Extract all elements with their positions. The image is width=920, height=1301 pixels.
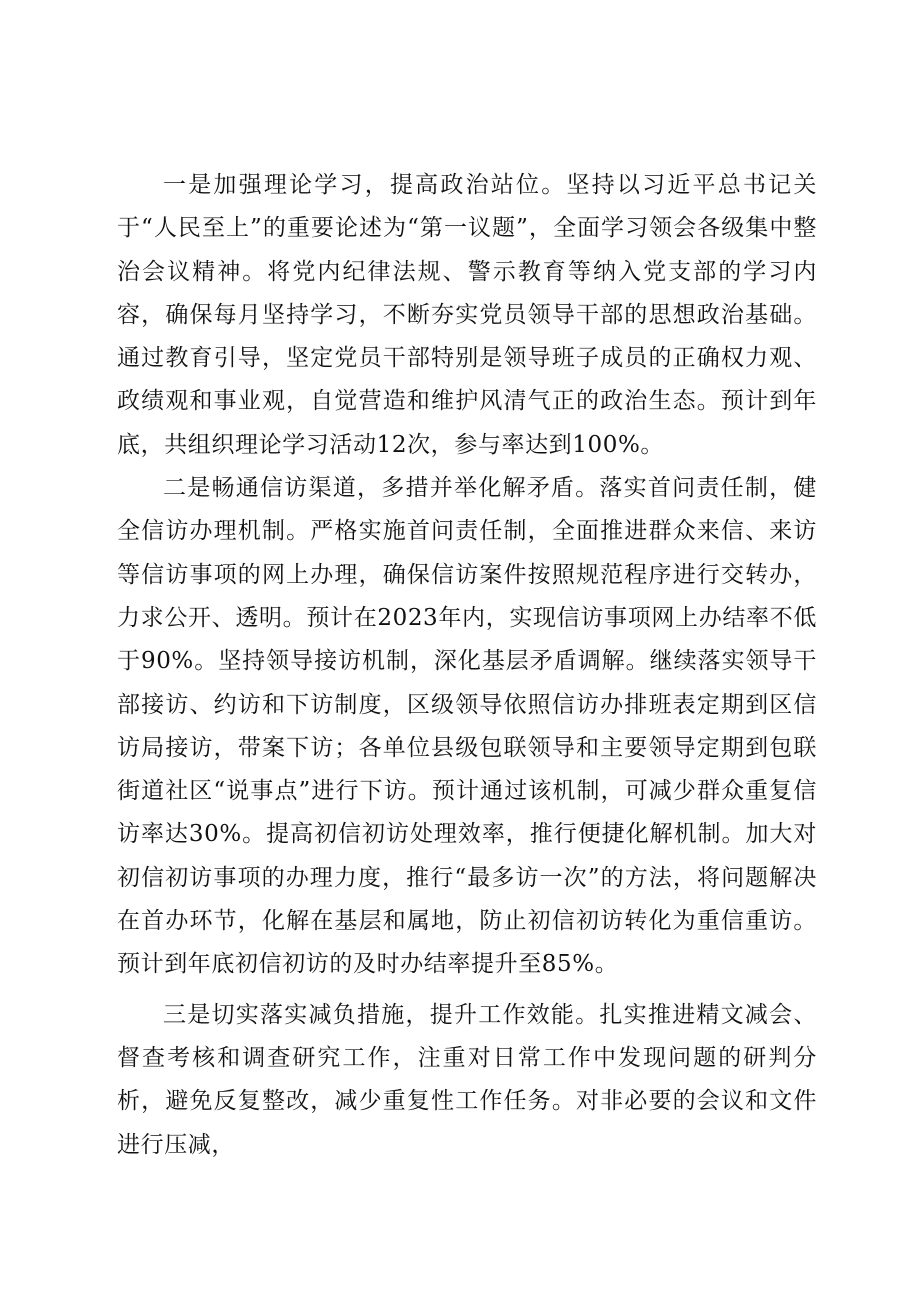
paragraph-theory-study: 一是加强理论学习，提高政治站位。坚持以习近平总书记关于“人民至上”的重要论述为“第一议题”，全面学习领会各级集中整治会议精神。将党内纪律法规、警示教育等纳入党支部的学习内容，确保每月坚持学习，不断夯实党员领导干部的思想政治基础。通过教育引导，坚定党员干部特别是领导班子成员的正确权力观、政绩观和事业观，自觉营造和维护风清气正的政治生态。预计到年底，共组织理论学习活动12次，参与率达到100%。 [117,172,817,458]
paragraph-burden-reduction: 三是切实落实减负措施，提升工作效能。扎实推进精文减会、督查考核和调查研究工作，注重对日常工作中发现问题的研判分析，避免反复整改，减少重复性工作任务。对非必要的会议和文件进行压减， [117,1001,817,1158]
paragraph-petition-channels: 二是畅通信访渠道，多措并举化解矛盾。落实首问责任制，健全信访办理机制。严格实施首问责任制，全面推进群众来信、来访等信访事项的网上办理，确保信访案件按照规范程序进行交转办，力求公开、透明。预计在2023年内，实现信访事项网上办结率不低于90%。坚持领导接访机制，深化基层矛盾调解。继续落实领导干部接访、约访和下访制度，区级领导依照信访办排班表定期到区信访局接访，带案下访；各单位县级包联领导和主要领导定期到包联街道社区“说事点”进行下访。预计通过该机制，可减少群众重复信访率达30%。提高初信初访处理效率，推行便捷化解机制。加大对初信初访事项的办理力度，推行“最多访一次”的方法，将问题解决在首办环节，化解在基层和属地，防止初信初访转化为重信重访。预计到年底初信初访的及时办结率提升至85%。 [117,475,817,978]
document-body [117,164,817,1167]
